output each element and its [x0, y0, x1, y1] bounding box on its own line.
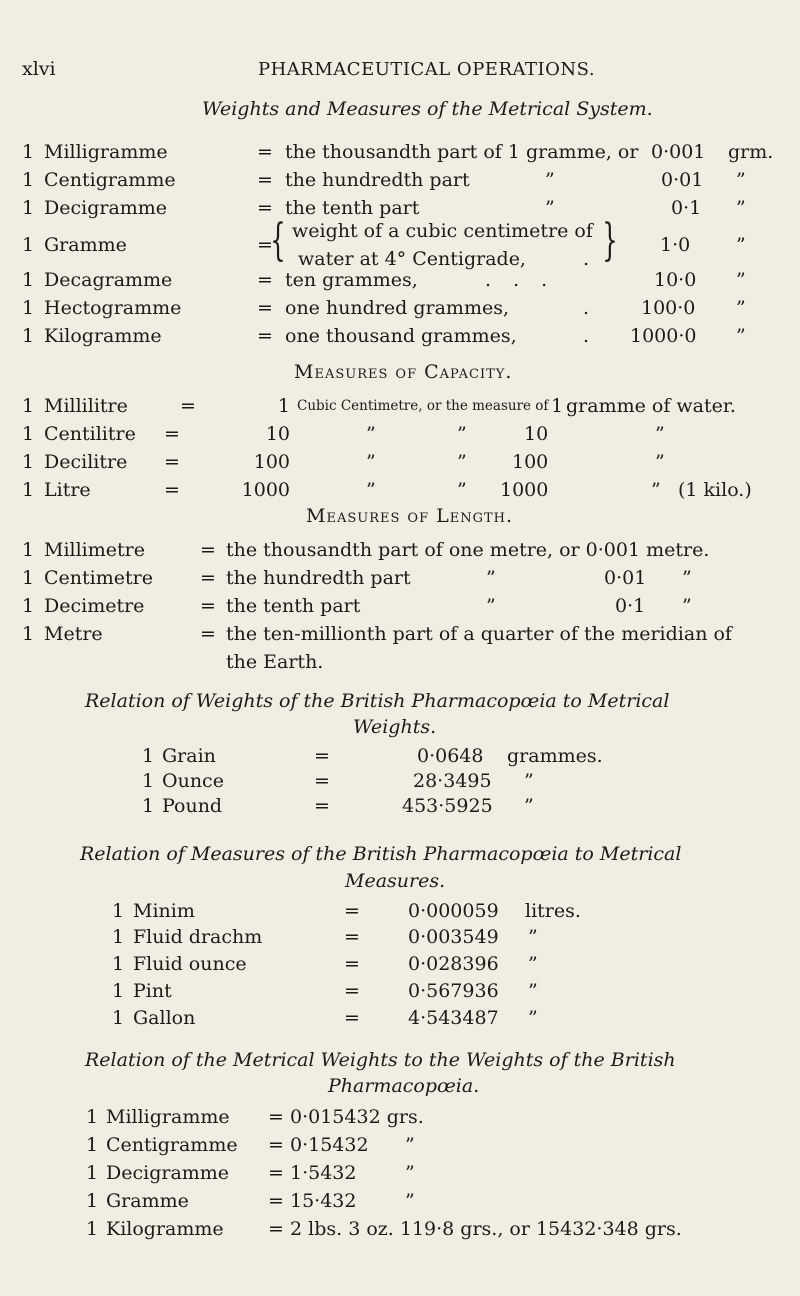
- gramme-amount: 100: [512, 451, 549, 473]
- equals-sign: =: [344, 980, 360, 1002]
- ditto-mark: ”: [486, 567, 496, 589]
- equals-sign: =: [200, 623, 216, 645]
- unit-note: (1 kilo.): [678, 479, 752, 501]
- unit-name: Hectogramme: [44, 297, 182, 319]
- unit-suffix: ”: [736, 297, 746, 319]
- table-row-qty: 1: [22, 479, 35, 501]
- unit-value: 0·01: [604, 567, 647, 589]
- table-row-qty: 1: [22, 451, 35, 473]
- unit-name: Centigramme: [44, 169, 176, 191]
- weights-title: Weights and Measures of the Metrical System.: [202, 98, 653, 120]
- equals-sign: =: [257, 297, 273, 319]
- table-row-qty: 1: [22, 234, 35, 256]
- equals-sign: =: [314, 745, 330, 767]
- left-brace: {: [270, 215, 286, 266]
- centimetre-count: 1000: [241, 479, 290, 501]
- table-row-qty: 1: [142, 770, 155, 792]
- ditto-mark: ”: [545, 197, 555, 219]
- equals-sign: =: [200, 595, 216, 617]
- british-measures-title: Relation of Measures of the British Pharmacopœia to Metrical: [80, 843, 682, 865]
- leader-dots: .: [583, 325, 590, 347]
- unit-name: Litre: [44, 479, 91, 501]
- unit-description: one thousand grammes,: [285, 325, 517, 347]
- unit-value: 2 lbs. 3 oz. 119·8 grs., or 15432·348 grs.: [290, 1218, 682, 1240]
- metrical-to-british-title-cont: Pharmacopœia.: [328, 1075, 480, 1097]
- unit-suffix: ”: [528, 1007, 538, 1029]
- unit-suffix: ”: [405, 1162, 415, 1184]
- ditto-mark: ”: [457, 479, 467, 501]
- unit-suffix: ”: [736, 169, 746, 191]
- unit-value: 0·1: [671, 197, 702, 219]
- unit-name: Decagramme: [44, 269, 173, 291]
- equals-sign: =: [268, 1106, 284, 1128]
- unit-value: 1·0: [660, 234, 691, 256]
- unit-description: the hundredth part: [285, 169, 470, 191]
- unit-name: Fluid drachm: [133, 926, 263, 948]
- unit-name: Decigramme: [106, 1162, 230, 1184]
- british-measures-title-cont: Measures.: [345, 870, 446, 892]
- unit-name: Ounce: [162, 770, 224, 792]
- gramme-amount: 1000: [500, 479, 549, 501]
- leader-dots: . . .: [485, 269, 556, 291]
- unit-description-continued: the Earth.: [226, 651, 324, 673]
- unit-description: one hundred grammes,: [285, 297, 510, 319]
- table-row-qty: 1: [112, 926, 125, 948]
- unit-name: Kilogramme: [106, 1218, 224, 1240]
- unit-name: Decigramme: [44, 197, 168, 219]
- unit-name: Gramme: [106, 1190, 189, 1212]
- ditto-mark: ”: [486, 595, 496, 617]
- equals-sign: =: [268, 1218, 284, 1240]
- table-row-qty: 1: [86, 1106, 99, 1128]
- unit-description: the ten-millionth part of a quarter of the meridian of: [226, 623, 732, 645]
- unit-description: the tenth part: [285, 197, 420, 219]
- equals-sign: =: [164, 423, 180, 445]
- unit-description: the tenth part: [226, 595, 361, 617]
- unit-value: 1000·0: [630, 325, 697, 347]
- unit-suffix: ”: [528, 926, 538, 948]
- unit-name: Kilogramme: [44, 325, 162, 347]
- equals-sign: =: [200, 539, 216, 561]
- unit-name: Grain: [162, 745, 216, 767]
- ditto-mark: ”: [457, 423, 467, 445]
- table-row-qty: 1: [86, 1134, 99, 1156]
- british-weights-title-cont: Weights.: [353, 716, 437, 738]
- unit-suffix: ”: [405, 1190, 415, 1212]
- unit-name: Minim: [133, 900, 195, 922]
- unit-name: Milligramme: [44, 141, 168, 163]
- table-row-qty: 1: [22, 141, 35, 163]
- table-row-qty: 1: [22, 269, 35, 291]
- unit-tail: ”: [651, 479, 661, 501]
- equals-sign: =: [257, 169, 273, 191]
- centimetre-count: 1: [277, 395, 290, 417]
- unit-description: weight of a cubic centimetre of: [292, 220, 593, 242]
- unit-value: 0·000059: [408, 900, 499, 922]
- table-row-qty: 1: [142, 745, 155, 767]
- gramme-amount: 1: [551, 395, 564, 417]
- equals-sign: =: [344, 953, 360, 975]
- unit-value: 0·01: [661, 169, 704, 191]
- table-row-qty: 1: [22, 567, 35, 589]
- table-row-qty: 1: [112, 953, 125, 975]
- running-title: PHARMACEUTICAL OPERATIONS.: [258, 59, 596, 80]
- unit-suffix: ”: [524, 770, 534, 792]
- unit-suffix: litres.: [525, 900, 581, 922]
- unit-description: the thousandth part of one metre, or 0·001 metre.: [226, 539, 710, 561]
- unit-name: Gramme: [44, 234, 127, 256]
- unit-name: Pint: [133, 980, 172, 1002]
- unit-tail: ”: [655, 423, 665, 445]
- equals-sign: =: [344, 926, 360, 948]
- equals-sign: =: [268, 1190, 284, 1212]
- table-row-qty: 1: [22, 623, 35, 645]
- unit-name: Gallon: [133, 1007, 196, 1029]
- equals-sign: =: [180, 395, 196, 417]
- unit-suffix: grm.: [728, 141, 774, 163]
- ditto-mark: ”: [366, 451, 376, 473]
- page-number: xlvi: [22, 58, 56, 80]
- unit-suffix: ”: [528, 980, 538, 1002]
- unit-suffix: ”: [736, 197, 746, 219]
- unit-value: 0·003549: [408, 926, 499, 948]
- unit-value: 0·1: [615, 595, 646, 617]
- gramme-amount: 10: [524, 423, 549, 445]
- equals-sign: =: [164, 479, 180, 501]
- unit-suffix: ”: [736, 325, 746, 347]
- unit-value: 1·5432: [290, 1162, 357, 1184]
- centimetre-count: 10: [265, 423, 290, 445]
- unit-description: ten grammes,: [285, 269, 418, 291]
- capacity-title: Measures of Capacity.: [294, 361, 513, 383]
- leader-dots: .: [583, 248, 590, 270]
- table-row-qty: 1: [112, 980, 125, 1002]
- unit-suffix: ”: [736, 234, 746, 256]
- unit-suffix: ”: [524, 795, 534, 817]
- table-row-qty: 1: [22, 325, 35, 347]
- unit-description: Cubic Centimetre, or the measure of: [297, 398, 549, 414]
- unit-value: 4·543487: [408, 1007, 499, 1029]
- unit-value: 0·0648: [417, 745, 484, 767]
- table-row-qty: 1: [22, 595, 35, 617]
- ditto-mark: ”: [545, 169, 555, 191]
- equals-sign: =: [268, 1134, 284, 1156]
- unit-value: 0·15432: [290, 1134, 369, 1156]
- unit-value: 0·015432 grs.: [290, 1106, 424, 1128]
- unit-suffix: ”: [405, 1134, 415, 1156]
- equals-sign: =: [164, 451, 180, 473]
- equals-sign: =: [344, 1007, 360, 1029]
- table-row-qty: 1: [22, 539, 35, 561]
- equals-sign: =: [257, 325, 273, 347]
- unit-suffix: ”: [682, 595, 692, 617]
- table-row-qty: 1: [22, 395, 35, 417]
- unit-name: Fluid ounce: [133, 953, 247, 975]
- unit-name: Millilitre: [44, 395, 128, 417]
- table-row-qty: 1: [86, 1190, 99, 1212]
- unit-description: the thousandth part of 1 gramme, or: [285, 141, 639, 163]
- unit-tail: gramme of water.: [566, 395, 736, 417]
- unit-name: Metre: [44, 623, 103, 645]
- table-row-qty: 1: [22, 423, 35, 445]
- table-row-qty: 1: [22, 297, 35, 319]
- unit-name: Decimetre: [44, 595, 145, 617]
- unit-tail: ”: [655, 451, 665, 473]
- unit-value: 10·0: [654, 269, 697, 291]
- unit-description: water at 4° Centigrade,: [298, 248, 526, 270]
- equals-sign: =: [257, 234, 273, 256]
- unit-value: 0·567936: [408, 980, 499, 1002]
- unit-name: Milligramme: [106, 1106, 230, 1128]
- equals-sign: =: [314, 795, 330, 817]
- unit-suffix: ”: [528, 953, 538, 975]
- unit-value: 15·432: [290, 1190, 357, 1212]
- table-row-qty: 1: [86, 1162, 99, 1184]
- table-row-qty: 1: [142, 795, 155, 817]
- unit-suffix: ”: [736, 269, 746, 291]
- unit-value: 0·001: [651, 141, 706, 163]
- unit-suffix: ”: [682, 567, 692, 589]
- british-weights-title: Relation of Weights of the British Pharmacopœia to Metrical: [85, 690, 670, 712]
- equals-sign: =: [257, 197, 273, 219]
- equals-sign: =: [257, 269, 273, 291]
- ditto-mark: ”: [457, 451, 467, 473]
- ditto-mark: ”: [366, 479, 376, 501]
- centimetre-count: 100: [253, 451, 290, 473]
- leader-dots: .: [583, 297, 590, 319]
- unit-value: 28·3495: [413, 770, 492, 792]
- unit-name: Decilitre: [44, 451, 128, 473]
- equals-sign: =: [344, 900, 360, 922]
- unit-suffix: grammes.: [507, 745, 603, 767]
- table-row-qty: 1: [86, 1218, 99, 1240]
- metrical-to-british-title: Relation of the Metrical Weights to the Weights of the British: [85, 1049, 676, 1071]
- unit-name: Millimetre: [44, 539, 145, 561]
- length-title: Measures of Length.: [306, 505, 514, 527]
- table-row-qty: 1: [112, 900, 125, 922]
- unit-value: 0·028396: [408, 953, 499, 975]
- unit-name: Centilitre: [44, 423, 136, 445]
- unit-name: Pound: [162, 795, 223, 817]
- equals-sign: =: [268, 1162, 284, 1184]
- ditto-mark: ”: [366, 423, 376, 445]
- table-row-qty: 1: [22, 169, 35, 191]
- right-brace: }: [602, 215, 618, 266]
- table-row-qty: 1: [22, 197, 35, 219]
- unit-value: 453·5925: [402, 795, 493, 817]
- equals-sign: =: [314, 770, 330, 792]
- equals-sign: =: [200, 567, 216, 589]
- table-row-qty: 1: [112, 1007, 125, 1029]
- unit-description: the hundredth part: [226, 567, 411, 589]
- unit-name: Centigramme: [106, 1134, 238, 1156]
- unit-value: 100·0: [641, 297, 696, 319]
- unit-name: Centimetre: [44, 567, 153, 589]
- equals-sign: =: [257, 141, 273, 163]
